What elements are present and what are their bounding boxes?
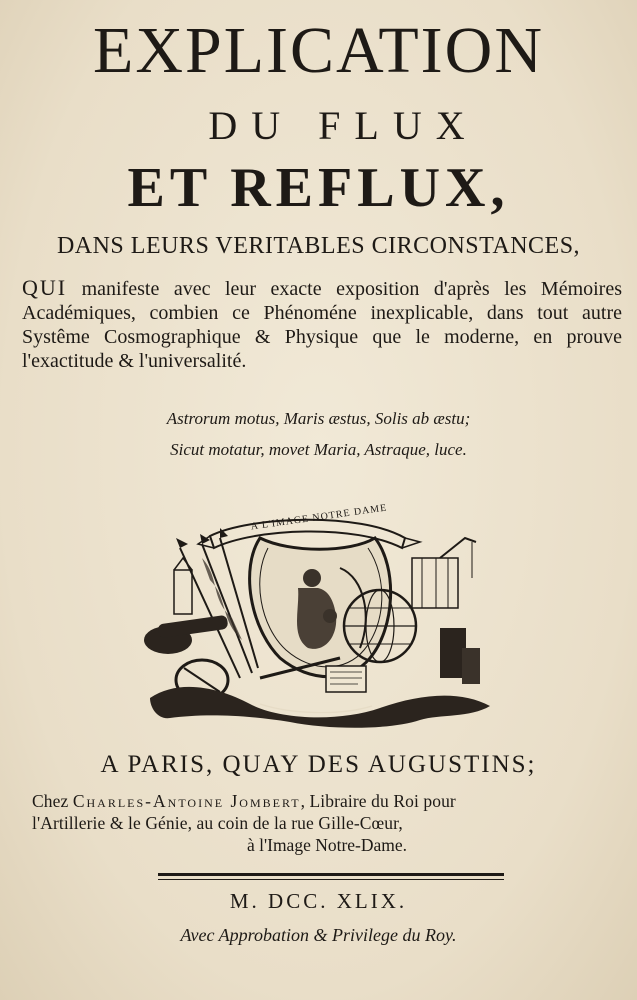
title-line-2: DU FLUX: [208, 103, 479, 148]
printer-device-vignette: [140, 508, 496, 730]
motto-line-2: Sicut motatur, movet Maria, Astraque, luce.: [170, 440, 467, 459]
publication-date: M. DCC. XLIX.: [229, 889, 408, 913]
imprint-line-3: à l'Image Notre-Dame.: [246, 835, 408, 855]
vignette-banner-text: A L'IMAGE NOTRE DAME: [250, 502, 388, 533]
title-line-4: DANS LEURS VERITABLES CIRCONSTANCES,: [56, 233, 581, 259]
imprint-publisher: [32, 790, 622, 856]
motto-line-1: Astrorum motus, Maris æstus, Solis ab æstu;: [166, 409, 471, 428]
imprint-line-2: l'Artillerie & le Génie, au coin de la rue Gille-Cœur,: [32, 813, 403, 833]
thick-rule: [158, 873, 504, 876]
title-line-1: EXPLICATION: [93, 14, 544, 87]
imprint-chez: Chez: [32, 791, 69, 811]
imprint-place: A PARIS, QUAY DES AUGUSTINS;: [100, 751, 537, 778]
privilege-note: Avec Approbation & Privilege du Roy.: [180, 925, 457, 945]
description-text: manifeste avec leur exacte exposition d'après les Mémoires Académiques, combien ce Phénoméne inexplicable, dans tout autre Systême Cosmographique & Physique que le moderne, en prouve l'exactitude & l'universalité.: [22, 278, 623, 372]
imprint-line-1: [32, 790, 622, 812]
description: [22, 276, 622, 373]
description-lead: QUI: [22, 275, 68, 300]
imprint-line-1-rest: , Libraire du Roi pour: [300, 791, 456, 811]
imprint-publisher-name: Charles-Antoine Jombert: [72, 791, 301, 811]
thin-rule: [158, 879, 504, 880]
title-line-3: ET REFLUX,: [127, 157, 510, 219]
